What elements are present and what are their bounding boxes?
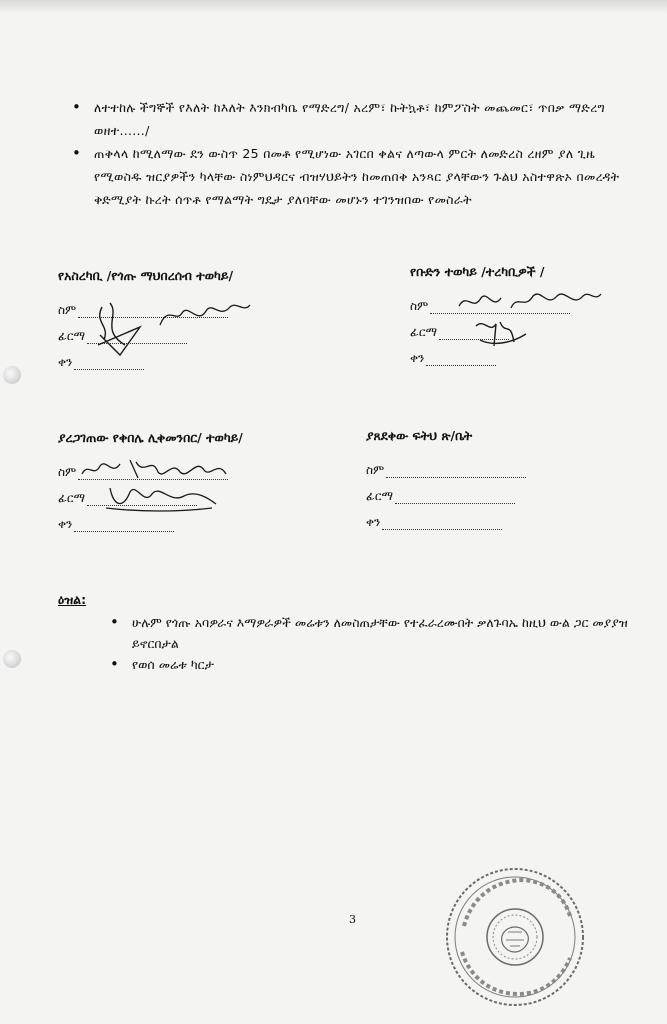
signature-label: ፊርማ: [366, 489, 394, 503]
name-line: [430, 299, 570, 314]
signatory-heading: ያረጋገጠው የቀበሌ ሊቀመንበር/ ተወካይ/: [58, 430, 243, 445]
signatory-heading: የአስረካቢ /የጎጡ ማህበረሰብ ተወካይ/: [58, 268, 234, 283]
name-label: ስም: [58, 465, 77, 479]
obligation-item: • ጠቅላላ ከሚለማው ደን ውስጥ 25 በመቶ የሚሆነው አገርበ ቀልና ለጣውላ ምርት ለመድረስ ረዘም ያለ ጊዜ የሚወስዱ ዝርያዎችን ካላቸው ስነምህዳርና ብዝሃህይትን ከመጠበቅ አንጻር ያላቸውን ጉልህ አስተዋጽኦ በመረዳት ቅድሚያት ኩረት ሰጥቶ የማልማት ግዴታ ያለባቸው መሆኑን ተገንዝበው የመስራት: [70, 142, 630, 211]
name-line: [386, 463, 526, 478]
date-line: [74, 517, 174, 532]
name-label: ስም: [58, 303, 77, 317]
signatory-heading: ያጸደቀው ፍትህ ጽ/ቤት: [366, 428, 473, 443]
signature-label: ፊርማ: [58, 491, 86, 505]
signature-row: [366, 478, 626, 504]
date-row: [410, 340, 650, 366]
date-label: ቀን: [58, 517, 73, 531]
signatory-block-justice-office: [366, 428, 626, 530]
signature-line: [87, 329, 187, 344]
date-label: ቀን: [366, 515, 381, 529]
name-line: [78, 465, 228, 480]
annex-item: • የወሰ መሬቱ ካርታ: [110, 654, 630, 675]
date-row: [366, 504, 626, 530]
date-line: [426, 351, 496, 366]
signatory-heading: የቡድን ተወካይ /ተረካቢዎች /: [410, 264, 545, 279]
annex-title: ዕዝል:: [58, 592, 87, 607]
signatory-block-receiving-team: [410, 264, 650, 366]
name-line: [78, 303, 228, 318]
name-label: ስም: [366, 463, 385, 477]
punch-hole-top: [3, 366, 21, 384]
signatory-block-kebele-chair: [58, 430, 338, 532]
signatory-block-handing-over: [58, 268, 338, 370]
official-stamp: [444, 866, 586, 1008]
annex-list: [110, 612, 630, 675]
obligations-list: [70, 96, 630, 211]
date-line: [382, 515, 502, 530]
signature-line: [439, 325, 509, 340]
signature-row: [58, 480, 338, 506]
signature-label: ፊርማ: [410, 325, 438, 339]
obligation-item: • ለተተከሉ ችግኞች የእለት ከእለት እንክብካቤ የማድረግ/ አረም፣ ኩትኳቶ፣ ከምፖስት መጨመር፣ ጥበቃ ማድረግ ወዘተ....../: [70, 96, 630, 142]
date-row: [58, 344, 338, 370]
page-number: 3: [349, 913, 356, 926]
signature-row: [410, 314, 650, 340]
signature-row: [58, 318, 338, 344]
punch-hole-bottom: [3, 650, 21, 668]
signature-line: [395, 489, 515, 504]
name-row: [410, 288, 650, 314]
date-row: [58, 506, 338, 532]
annex-item: • ሁሉም የጎጡ አባዎራና እማዎራዎች መሬቱን ለመስጠታቸው የተፈራረሙበት ቃለጉባኤ ከዚህ ውል ጋር መያያዝ ይኖርበታል: [110, 612, 630, 654]
date-label: ቀን: [58, 355, 73, 369]
date-line: [74, 355, 144, 370]
date-label: ቀን: [410, 351, 425, 365]
signature-label: ፊርማ: [58, 329, 86, 343]
paper-edge-shadow: [0, 0, 667, 14]
name-row: [58, 292, 338, 318]
name-row: [58, 454, 338, 480]
name-row: [366, 452, 626, 478]
name-label: ስም: [410, 299, 429, 313]
signature-line: [87, 491, 197, 506]
